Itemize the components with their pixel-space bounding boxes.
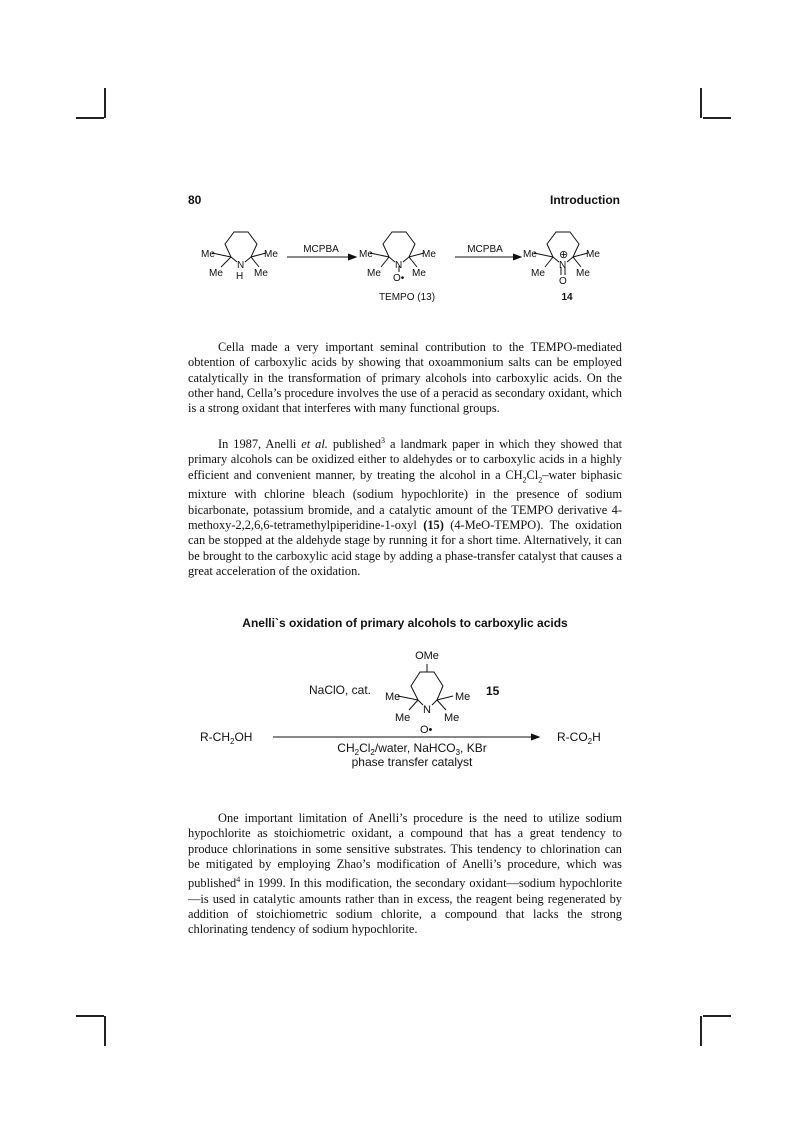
compound-tempo-label: TEMPO (13) xyxy=(378,292,436,303)
me-label: Me xyxy=(412,268,426,279)
scheme-anelli-oxidation xyxy=(0,640,800,780)
me-label: Me xyxy=(444,712,460,724)
reagent-mcpba-1: MCPBA xyxy=(303,244,339,255)
o-radical-label: O• xyxy=(393,273,405,284)
me-label: Me xyxy=(209,268,223,279)
o-radical-label: O• xyxy=(420,724,433,736)
me-label: Me xyxy=(586,249,600,260)
crop-mark-bottom-left-h xyxy=(76,1015,104,1017)
n-label: N xyxy=(237,260,245,271)
running-head: Introduction xyxy=(550,193,620,207)
me-label: Me xyxy=(385,691,401,703)
me-label: Me xyxy=(395,712,411,724)
me-label: Me xyxy=(367,268,381,279)
paragraph-anelli: In 1987, Anelli et al. published$^3$ a landmark paper in which they showed that primary alcohols can be oxidized either to aldehydes or to carboxylic acids in a highly efficient and convenient manner, by treating the alcohol in a $CH_2Cl_2$–water biphasic mixture with chlorine bleach (sodium hypochlorite) in the presence of sodium bicarbonate, potassium bromide, and a catalytic amount of the TEMPO derivative 4-methoxy-2,2,6,6-tetramethylpiperidine-1-oxyl (15) (4-MeO-TEMPO). The oxidation can be stopped at the aldehyde stage by running it for a short time. Alternatively, it can be brought to the carboxylic acid stage by adding a phase-transfer catalyst that causes a great acceleration of the oxidation. xyxy=(188,436,623,578)
me-label: Me xyxy=(523,249,537,260)
n-label: N xyxy=(395,260,403,271)
me-label: Me xyxy=(359,249,373,260)
o-label: O xyxy=(559,276,567,287)
conditions-line-2: phase transfer catalyst xyxy=(351,755,473,769)
reagent-naclo: NaClO, cat. xyxy=(309,683,372,697)
compound-15-label: 15 xyxy=(486,684,500,698)
me-label: Me xyxy=(201,249,215,260)
product-label: $R-CO_2H$ xyxy=(557,730,601,746)
me-label: Me xyxy=(455,691,471,703)
n-label: N xyxy=(559,260,567,271)
reference-superscript: 3 xyxy=(381,436,386,445)
paragraph-cella: Cella made a very important seminal contribution to the TEMPO-mediated obtention of carboxylic acids by showing that oxoammonium salts can be employed catalytically in the transformation of primary alcohols into carboxylic acids. On the other hand, Cella’s procedure involves the use of a peracid as secondary oxidant, which is a strong oxidant that interferes with many functional groups. xyxy=(188,340,622,416)
positive-charge-icon: ⊕ xyxy=(559,249,569,261)
reference-superscript: 4 xyxy=(236,875,241,885)
ome-label: OMe xyxy=(415,650,439,662)
crop-mark-bottom-right-v xyxy=(700,1016,702,1046)
scheme-tempo-synthesis xyxy=(0,0,800,310)
me-label: Me xyxy=(531,268,545,279)
reactant-label: $R-CH_2OH$ xyxy=(200,730,253,746)
n-label: N xyxy=(423,704,431,716)
me-label: Me xyxy=(254,268,268,279)
h-label: H xyxy=(236,271,244,282)
compound-14-label: 14 xyxy=(561,292,573,303)
me-label: Me xyxy=(264,249,278,260)
reagent-mcpba-2: MCPBA xyxy=(467,244,503,255)
page-number: 80 xyxy=(188,193,202,207)
crop-mark-bottom-left-v xyxy=(104,1016,106,1046)
me-label: Me xyxy=(422,249,436,260)
me-label: Me xyxy=(576,268,590,279)
crop-mark-bottom-right-h xyxy=(703,1015,731,1017)
conditions-line-1: $CH_2Cl_2$/water, NaHCO$_3$, KBr xyxy=(337,741,487,757)
paragraph-zhao: One important limitation of Anelli’s procedure is the need to utilize sodium hypochlorite as stoichiometric oxidant, a compound that has a great tendency to produce chlorinations in some sensitive substrates. This tendency to chlorination can be mitigated by employing Zhao’s modification of Anelli’s procedure, which was published$^4$ in 1999. In this modification, the secondary oxidant—sodium hypochlorite—is used in catalytic amounts rather than in excess, the reagent being regenerated by addition of stoichiometric sodium chlorite, a compound that lacks the strong chlorinating tendency of sodium hypochlorite. xyxy=(188,811,622,937)
scheme-title: Anelli`s oxidation of primary alcohols to carboxylic acids xyxy=(242,616,568,630)
